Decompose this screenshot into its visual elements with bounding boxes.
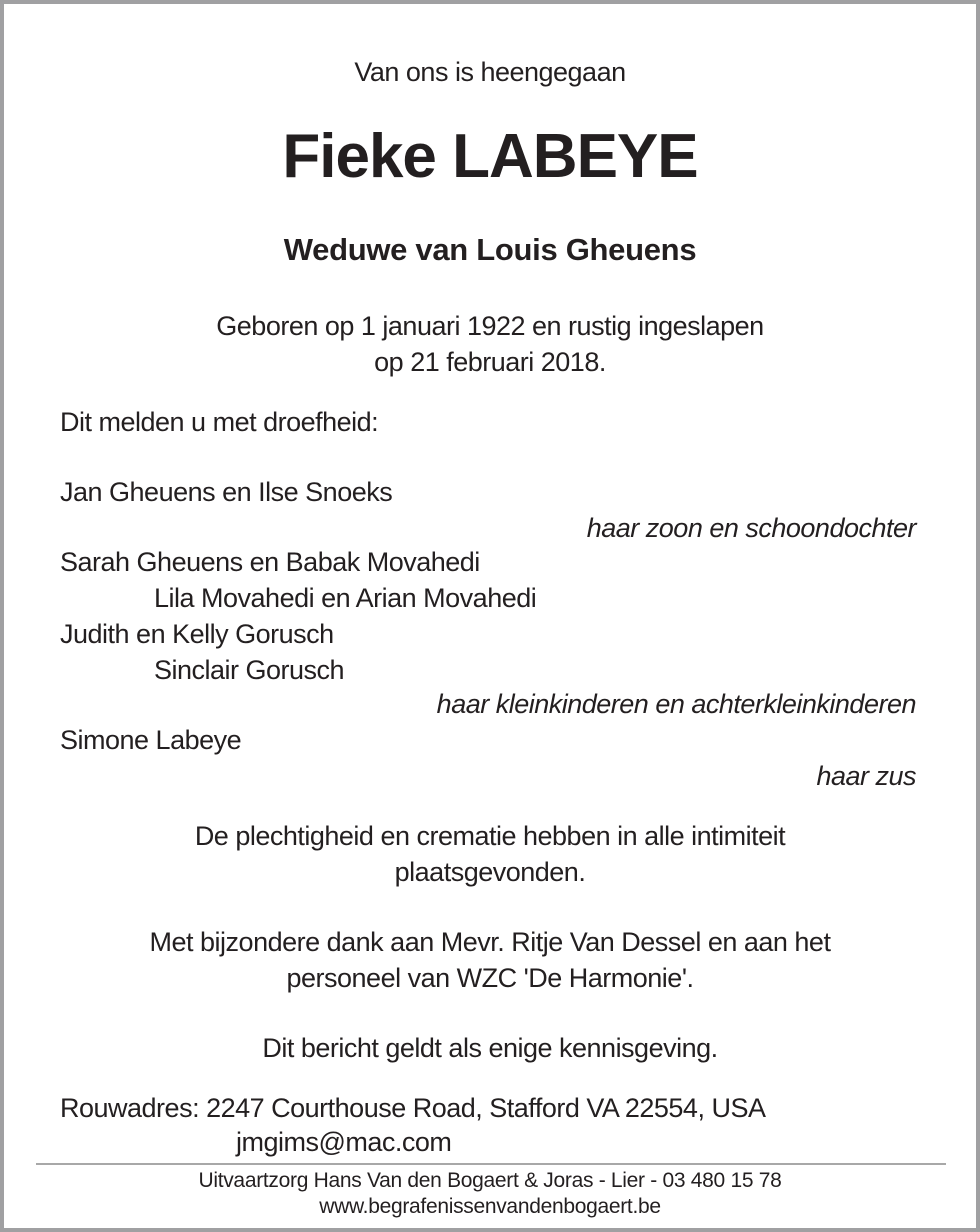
thanks-line-2: personeel van WZC 'De Harmonie'. <box>286 963 694 993</box>
family-relation: haar zoon en schoondochter <box>586 513 916 543</box>
deceased-name: Fieke LABEYE <box>282 122 698 191</box>
family-member: Sinclair Gorusch <box>154 655 345 685</box>
family-relation: haar kleinkinderen en achterkleinkinderen <box>436 689 916 719</box>
footer-divider <box>36 1163 946 1165</box>
family-member: Jan Gheuens en Ilse Snoeks <box>60 477 393 507</box>
obituary-page <box>4 4 976 1228</box>
thanks-line-1: Met bijzondere dank aan Mevr. Ritje Van Dessel en aan het <box>149 927 831 957</box>
ceremony-line-1: De plechtigheid en crematie hebben in alle intimiteit <box>194 821 786 851</box>
family-member: Simone Labeye <box>60 725 242 755</box>
notice-text: Dit bericht geldt als enige kennisgeving. <box>262 1033 718 1063</box>
email-address: jmgims@mac.com <box>236 1127 452 1157</box>
address-line: Rouwadres: 2247 Courthouse Road, Stafford VA 22554, USA <box>60 1093 766 1123</box>
intro-text: Van ons is heengegaan <box>354 57 626 87</box>
funeral-company: Uitvaartzorg Hans Van den Bogaert & Joras - Lier - 03 480 15 78 <box>198 1169 782 1192</box>
subtitle: Weduwe van Louis Gheuens <box>283 232 697 267</box>
family-member: Sarah Gheuens en Babak Movahedi <box>60 547 480 577</box>
ceremony-line-2: plaatsgevonden. <box>394 857 586 887</box>
announce-text: Dit melden u met droefheid: <box>60 407 379 437</box>
family-member: Judith en Kelly Gorusch <box>60 619 334 649</box>
family-member: Lila Movahedi en Arian Movahedi <box>154 583 537 613</box>
birth-line-2: op 21 februari 2018. <box>374 347 606 377</box>
birth-line-1: Geboren op 1 januari 1922 en rustig ingeslapen <box>216 311 764 341</box>
funeral-website: www.begrafenissenvandenbogaert.be <box>319 1195 661 1218</box>
family-relation: haar zus <box>816 761 916 791</box>
